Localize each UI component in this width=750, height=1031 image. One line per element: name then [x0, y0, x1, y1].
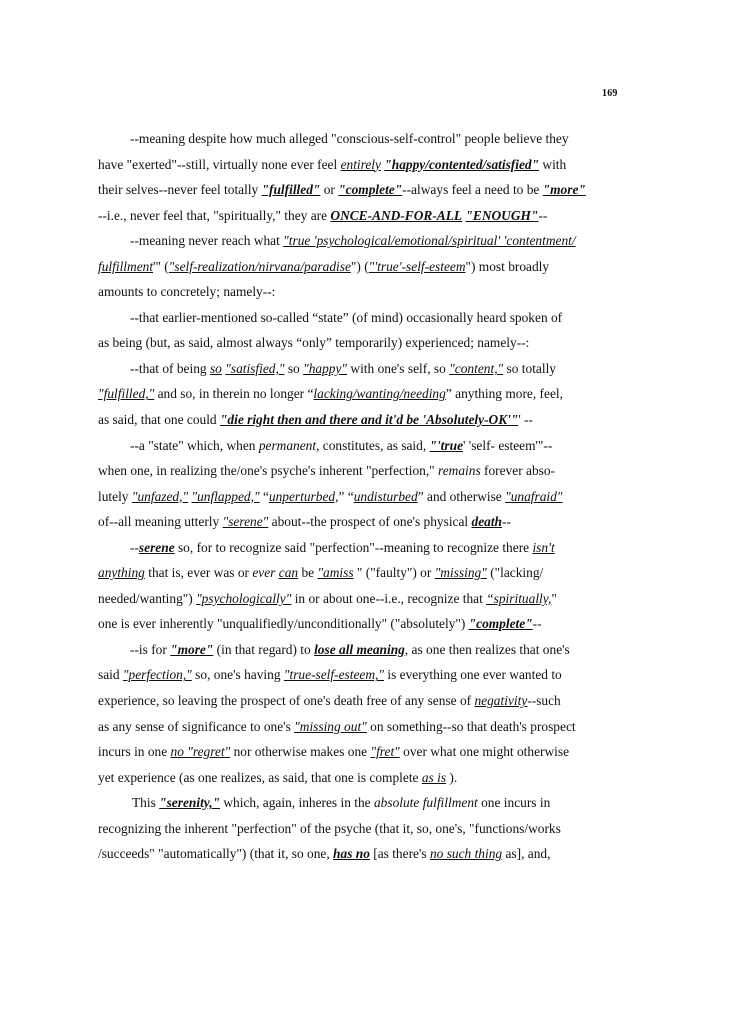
- text-run: negativity: [474, 693, 528, 709]
- text-run: ' --: [518, 412, 533, 428]
- text-run: "satisfied,": [225, 360, 285, 376]
- text-run: ever: [252, 565, 276, 581]
- text-run: "amiss: [317, 565, 354, 581]
- text-run: "content,": [449, 360, 504, 376]
- text-run: and so, in therein no longer “: [154, 386, 314, 402]
- text-run: ("lacking/: [486, 565, 544, 581]
- text-run: ONCE-AND-FOR-ALL: [330, 207, 463, 223]
- text-line: [98, 535, 616, 561]
- text-run: serene: [138, 539, 175, 555]
- text-run: on something--so that death's prospect: [366, 718, 576, 734]
- text-line: [98, 356, 616, 382]
- text-run: --: [130, 539, 139, 555]
- text-run: lacking/wanting/needing: [313, 386, 446, 402]
- text-run: --meaning never reach what: [130, 233, 284, 249]
- text-run: with one's self, so: [347, 360, 450, 376]
- text-run: or: [320, 182, 339, 198]
- text-run: one is ever inherently "unqualifiedly/unconditionally" ("absolutely"): [98, 616, 469, 632]
- text-run: over what one might otherwise: [399, 744, 570, 760]
- text-line: [98, 254, 616, 280]
- text-line: [98, 330, 616, 356]
- text-run: "psychologically": [196, 590, 292, 606]
- text-run: ") (: [350, 258, 369, 274]
- text-line: [98, 407, 616, 433]
- text-line: [98, 739, 616, 765]
- text-run: "complete": [338, 182, 403, 198]
- text-run: have "exerted"--still, virtually none ever feel: [98, 156, 341, 172]
- text-run: "unafraid": [505, 488, 563, 504]
- text-run: of--all meaning utterly: [98, 514, 223, 530]
- text-run: "missing out": [294, 718, 367, 734]
- text-run: ": [551, 590, 557, 606]
- text-run: said: [98, 667, 123, 683]
- text-run: as being (but, as said, almost always “only” temporarily) experienced; namely--:: [98, 335, 530, 351]
- text-line: [98, 790, 616, 816]
- text-run: --: [532, 616, 542, 632]
- text-run: "complete": [468, 616, 533, 632]
- text-run: in or about one--i.e., recognize that: [291, 590, 487, 606]
- text-run: "fret": [370, 744, 400, 760]
- text-run: (in that regard) to: [213, 641, 315, 657]
- text-line: [98, 688, 616, 714]
- text-run: as said, that one could: [98, 412, 220, 428]
- text-run: that is, ever was or: [144, 565, 253, 581]
- text-run: incurs in one: [98, 744, 171, 760]
- text-run: permanent: [258, 437, 317, 453]
- text-run: “spiritually,: [486, 590, 552, 606]
- text-run: undisturbed: [353, 488, 418, 504]
- text-line: [98, 433, 616, 459]
- text-run: "ENOUGH": [465, 207, 539, 223]
- text-line: [98, 841, 616, 867]
- text-line: [98, 279, 616, 305]
- text-run: fulfillment: [98, 258, 154, 274]
- text-run: remains: [438, 463, 481, 479]
- text-line: [98, 662, 616, 688]
- page-number: 169: [602, 88, 618, 99]
- text-run: unperturbed,: [268, 488, 339, 504]
- text-run: /succeeds" "automatically") (that it, so one,: [98, 846, 334, 862]
- text-line: [98, 765, 616, 791]
- text-run: as any sense of significance to one's: [98, 718, 295, 734]
- text-run: --that earlier-mentioned so-called “state” (of mind) occasionally heard spoken of: [130, 309, 563, 325]
- text-run: ' 'self- esteem'"--: [463, 437, 553, 453]
- text-run: yet experience (as one realizes, as said, that one is complete: [98, 769, 422, 785]
- text-run: --that of being: [130, 360, 210, 376]
- text-run: --always feel a need to be: [402, 182, 543, 198]
- text-run: " ("faulty") or: [353, 565, 435, 581]
- text-line: [98, 458, 616, 484]
- text-line: [98, 586, 616, 612]
- text-line: [98, 560, 616, 586]
- text-run: "more": [170, 641, 214, 657]
- text-run: ” “: [338, 488, 354, 504]
- text-run: one incurs in: [477, 795, 551, 811]
- text-run: which, again, inheres in the: [220, 795, 374, 811]
- text-line: [98, 203, 616, 229]
- text-run: "unflapped,": [191, 488, 260, 504]
- text-run: so totally: [503, 360, 556, 376]
- text-run: anything: [98, 565, 145, 581]
- text-run: “: [259, 488, 269, 504]
- text-run: so: [209, 360, 222, 376]
- text-run: --a "state" which, when: [130, 437, 259, 453]
- text-run: isn't: [532, 539, 555, 555]
- text-run: nor otherwise makes one: [230, 744, 371, 760]
- text-run: "perfection,": [122, 667, 192, 683]
- text-run: when one, in realizing the/one's psyche's inherent "perfection,": [98, 463, 438, 479]
- text-run: "self-realization/nirvana/paradise: [168, 258, 351, 274]
- text-line: [98, 305, 616, 331]
- text-run: absolute fulfillment: [373, 795, 478, 811]
- text-run: , as one then realizes that one's: [404, 641, 570, 657]
- text-run: so: [284, 360, 304, 376]
- text-run: --such: [527, 693, 561, 709]
- text-line: [98, 228, 616, 254]
- text-run: no "regret": [170, 744, 231, 760]
- text-run: "happy/contented/satisfied": [384, 156, 540, 172]
- text-run: "serene": [222, 514, 269, 530]
- text-run: with: [539, 156, 567, 172]
- text-line: [98, 611, 616, 637]
- text-run: lose all meaning: [314, 641, 405, 657]
- text-run: "true 'psychological/emotional/spiritual' 'contentment/: [283, 233, 576, 249]
- text-run: as], and,: [502, 846, 551, 862]
- text-run: "happy": [303, 360, 348, 376]
- text-line: [98, 484, 616, 510]
- text-run: "more": [542, 182, 586, 198]
- text-run: ") most broadly: [465, 258, 550, 274]
- text-run: --: [502, 514, 511, 530]
- text-run: This: [132, 795, 160, 811]
- text-run: "serenity,": [159, 795, 221, 811]
- text-run: their selves--never feel totally: [98, 182, 262, 198]
- text-run: so, one's having: [191, 667, 284, 683]
- text-run: [as there's: [369, 846, 430, 862]
- text-run: recognizing the inherent "perfection" of the psyche (that it, so, one's, "functions/works: [98, 820, 561, 836]
- text-run: can: [278, 565, 299, 581]
- text-run: --is for: [130, 641, 171, 657]
- text-run: "'true: [429, 437, 464, 453]
- text-line: [98, 126, 616, 152]
- text-run: --i.e., never feel that, "spiritually," they are: [98, 207, 331, 223]
- text-run: ).: [446, 769, 458, 785]
- text-run: --meaning despite how much alleged "conscious-self-control" people believe they: [130, 131, 569, 146]
- text-run: "unfazed,": [131, 488, 189, 504]
- text-line: [98, 816, 616, 842]
- text-line: [98, 177, 616, 203]
- text-run: '" (: [153, 258, 169, 274]
- text-run: has no: [333, 846, 370, 862]
- text-line: [98, 637, 616, 663]
- text-run: , constitutes, as said,: [316, 437, 430, 453]
- text-run: no such thing: [429, 846, 503, 862]
- text-line: [98, 714, 616, 740]
- text-run: lutely: [98, 488, 132, 504]
- text-run: so, for to recognize said "perfection"--meaning to recognize there: [174, 539, 533, 555]
- text-run: entirely: [340, 156, 381, 172]
- text-run: "'true'-self-esteem: [368, 258, 466, 274]
- text-run: about--the prospect of one's physical: [268, 514, 472, 530]
- text-line: [98, 152, 616, 178]
- text-run: "true-self-esteem,": [283, 667, 384, 683]
- text-run: is everything one ever wanted to: [384, 667, 562, 683]
- text-run: ” and otherwise: [417, 488, 506, 504]
- text-run: needed/wanting"): [98, 590, 197, 606]
- text-run: amounts to concretely; namely--:: [98, 284, 276, 300]
- text-run: "missing": [434, 565, 487, 581]
- text-run: death: [471, 514, 503, 530]
- text-line: [98, 509, 616, 535]
- text-run: as is: [421, 769, 447, 785]
- text-run: "die right then and there and it'd be 'Absolutely-OK'": [219, 412, 519, 428]
- text-run: experience, so leaving the prospect of one's death free of any sense of: [98, 693, 475, 709]
- text-line: [98, 381, 616, 407]
- text-run: --: [538, 207, 548, 223]
- text-run: ” anything more, feel,: [445, 386, 563, 402]
- text-run: "fulfilled": [261, 182, 321, 198]
- text-run: be: [298, 565, 318, 581]
- text-run: "fulfilled,": [98, 386, 155, 402]
- body-text: [98, 126, 616, 867]
- text-run: forever abso-: [480, 463, 556, 479]
